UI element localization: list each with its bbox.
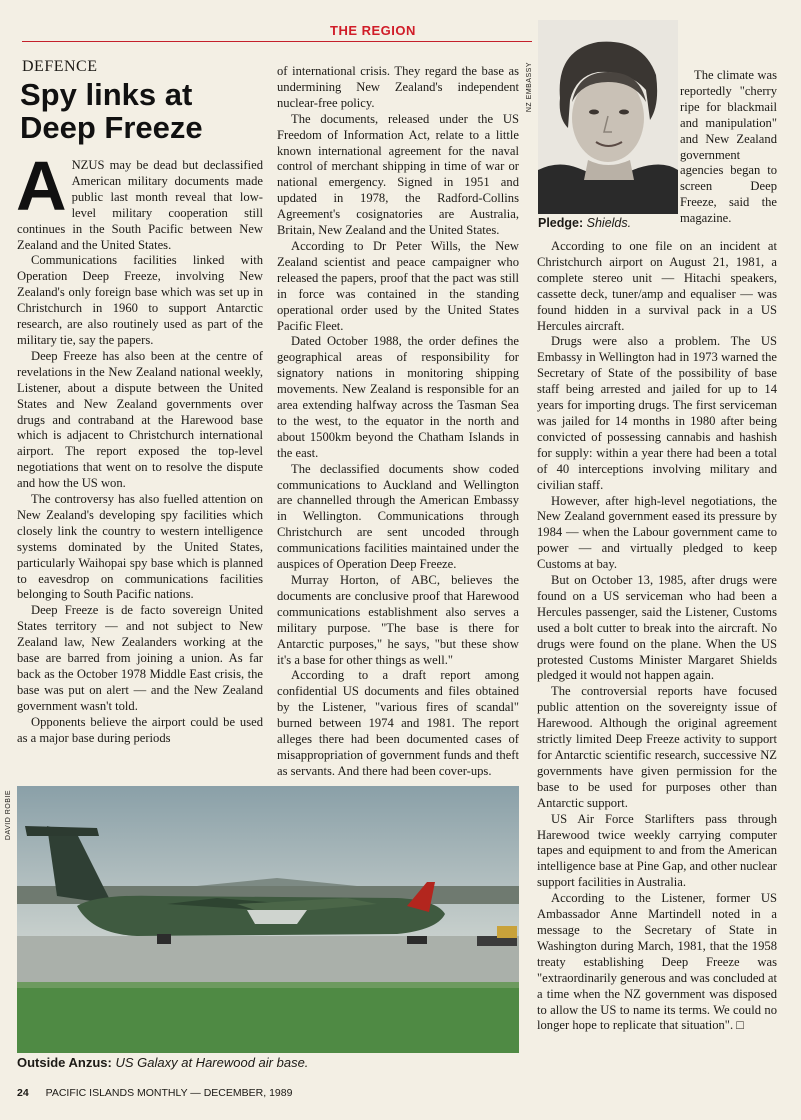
caption-bold: Pledge: xyxy=(538,216,584,230)
end-mark: □ xyxy=(736,1018,744,1033)
paragraph: The controversial reports have focused public attention on the sovereignty issue of Harewood. Although the original agreement strictly limited Deep Freeze activity to support for Antarctic scientific research, successive NZ governments have given permission for the base to be used for purposes other than Antarctic support. xyxy=(537,684,777,810)
paragraph: Drugs were also a problem. The US Embassy in Wellington had in 1973 warned the Secretary of State of the possibility of base staff being arrested and jailed for up to 14 years for importing drugs. The first serviceman was jailed for 14 months in 1980 after being convicted of possessing cannabis and hashish for supply: within a year there had been a total of 40 interceptions involving military and civilian staff. xyxy=(537,334,777,492)
header-rule xyxy=(22,41,532,42)
article-column-3 xyxy=(537,239,777,1034)
drop-cap: A xyxy=(16,147,67,225)
caption-italic: Shields. xyxy=(586,216,632,230)
paragraph: The controversy has also fuelled attention on New Zealand's developing spy facilities which closely link the country to western intelligence systems dominated by the United States, particularly Waihopai spy base which is planned to eavesdrop on communications facilities belonging to South Pacific nations. xyxy=(17,492,263,602)
section-label: DEFENCE xyxy=(22,58,98,75)
portrait-credit: NZ EMBASSY xyxy=(526,62,533,113)
paragraph: of international crisis. They regard the base as undermining New Zealand's independent nuclear-free policy. xyxy=(277,64,519,110)
portrait-photo xyxy=(538,20,678,214)
paragraph xyxy=(16,147,263,253)
paragraph: Opponents believe the airport could be used as a major base during periods xyxy=(17,714,263,745)
aircraft-photo xyxy=(17,786,519,1053)
paragraph: Communications facilities linked with Operation Deep Freeze, involving New Zealand's only foreign base which was set up in Christchurch in 1960 to support Antarctic research, are also routinely used as part of the military tie, say the papers. xyxy=(17,253,263,347)
photo-credit: DAVID ROBIE xyxy=(5,790,12,841)
article-column-1 xyxy=(16,147,263,747)
paragraph: The climate was reportedly "cherry ripe for blackmail and manipulation" and New Zealand government agencies began to screen Deep Freeze, said the magazine. xyxy=(680,68,777,226)
portrait-caption xyxy=(538,216,678,230)
paragraph: Deep Freeze has also been at the centre of revelations in the New Zealand national weekly, Listener, about a dispute between the United States and New Zealand governments over drugs and contraband at the Harewood base which is adjacent to Christchurch international airport. The report exposed the top-level negotiations that went on to resolve the dispute and how the US won. xyxy=(17,348,263,491)
paragraph: However, after high-level negotiations, the New Zealand government eased its pressure by 1984 — when the Labour government came to power — and virtually pledged to keep Customs at bay. xyxy=(537,493,777,572)
page-number: 24 xyxy=(17,1087,29,1099)
photo-caption xyxy=(17,1055,308,1070)
article-column-2 xyxy=(277,64,519,780)
publication-info: PACIFIC ISLANDS MONTHLY — DECEMBER, 1989 xyxy=(45,1087,293,1099)
paragraph: The documents, released under the US Freedom of Information Act, relate to a little known international agreement for the naval control of merchant shipping in time of war or national emergency. Signed in 1951 and updated in 1978, the Radford-Collins Agreement's cosignatories are Australia, Britain, New Zealand and the United States. xyxy=(277,111,519,238)
paragraph: According to one file on an incident at Christchurch airport on August 21, 1981, a complete stereo unit — Hitachi speakers, cassette deck, tuner/amp and equaliser — was found hidden in a survival pack in a US Hercules aircraft. xyxy=(537,239,777,333)
page-footer xyxy=(17,1087,292,1099)
paragraph: Deep Freeze is de facto sovereign United States territory — and not subject to New Zealand law, New Zealanders working at the base are barred from joining a union. As far back as the October 1978 Middle East crisis, the base was put on alert — and the New Zealand government wasn't told. xyxy=(17,603,263,713)
article-column-3-wrap xyxy=(680,68,777,227)
paragraph: According to Dr Peter Wills, the New Zealand scientist and peace campaigner who released the papers, proof that the pact was still in force was contained in the standing operational order used by the United States Pacific Fleet. xyxy=(277,238,519,333)
section-header xyxy=(0,20,801,42)
aircraft-image xyxy=(17,786,519,1053)
lead-text: NZUS may be dead but declassified American military documents made public last month reveal that low-level military cooperation still continues in the South Pacific between New Zealand and the United States. xyxy=(17,158,263,252)
paragraph: Dated October 1988, the order defines the geographical areas of responsibility for signatory nations in monitoring shipping movements. New Zealand is responsible for an area extending halfway across the Tasman Sea to the west, to the equator in the north and about 1500km beyond the Chatham Islands in the east. xyxy=(277,334,519,460)
paragraph: US Air Force Starlifters pass through Harewood twice weekly carrying computer tapes and equipment to and from the American intelligence base at Pine Gap, and other nuclear support facilities in Australia. xyxy=(537,811,777,890)
portrait-image xyxy=(538,20,678,214)
paragraph: The declassified documents show coded communications to Auckland and Wellington are channelled through the American Embassy in Wellington. Communications through Christchurch are sent uncoded through communications facilities maintained under the auspices of Operation Deep Freeze. xyxy=(277,461,519,572)
caption-italic: US Galaxy at Harewood air base. xyxy=(115,1055,309,1070)
closing-text: According to the Listener, former US Ambassador Anne Martindell noted in a message to the Secretary of State in Washington during March, 1981, that the 1958 treaty establishing Deep Freeze was "extraordinarily generous and was concluded at a time when the NZ government was disposed to allow the US to name its terms. We could no longer hope to replicate that situation". xyxy=(537,891,777,1033)
caption-bold: Outside Anzus: xyxy=(17,1055,112,1070)
paragraph xyxy=(537,891,777,1034)
header-title: THE REGION xyxy=(330,23,416,38)
paragraph: Murray Horton, of ABC, believes the documents are conclusive proof that Harewood communications establishment also serves a military purpose. "The base is there for Antarctic purposes," he says, "but these show it's a base for other things as well." xyxy=(277,573,519,667)
paragraph: But on October 13, 1985, after drugs were found on a US serviceman who had been a Hercules passenger, said the Listener, Customs used a bolt cutter to break into the aircraft. No drugs were found on the plane. When the US protested Customs Minister Margaret Shields pledged it would not happen again. xyxy=(537,573,777,683)
headline: Spy links at Deep Freeze xyxy=(20,77,203,145)
paragraph: According to a draft report among confidential US documents and files obtained by the Listener, "various fires of scandal" burned between 1974 and 1981. The report alleges there had been documented cases of misappropriation of government funds and theft as servants. And there had been cover-ups. xyxy=(277,668,519,778)
